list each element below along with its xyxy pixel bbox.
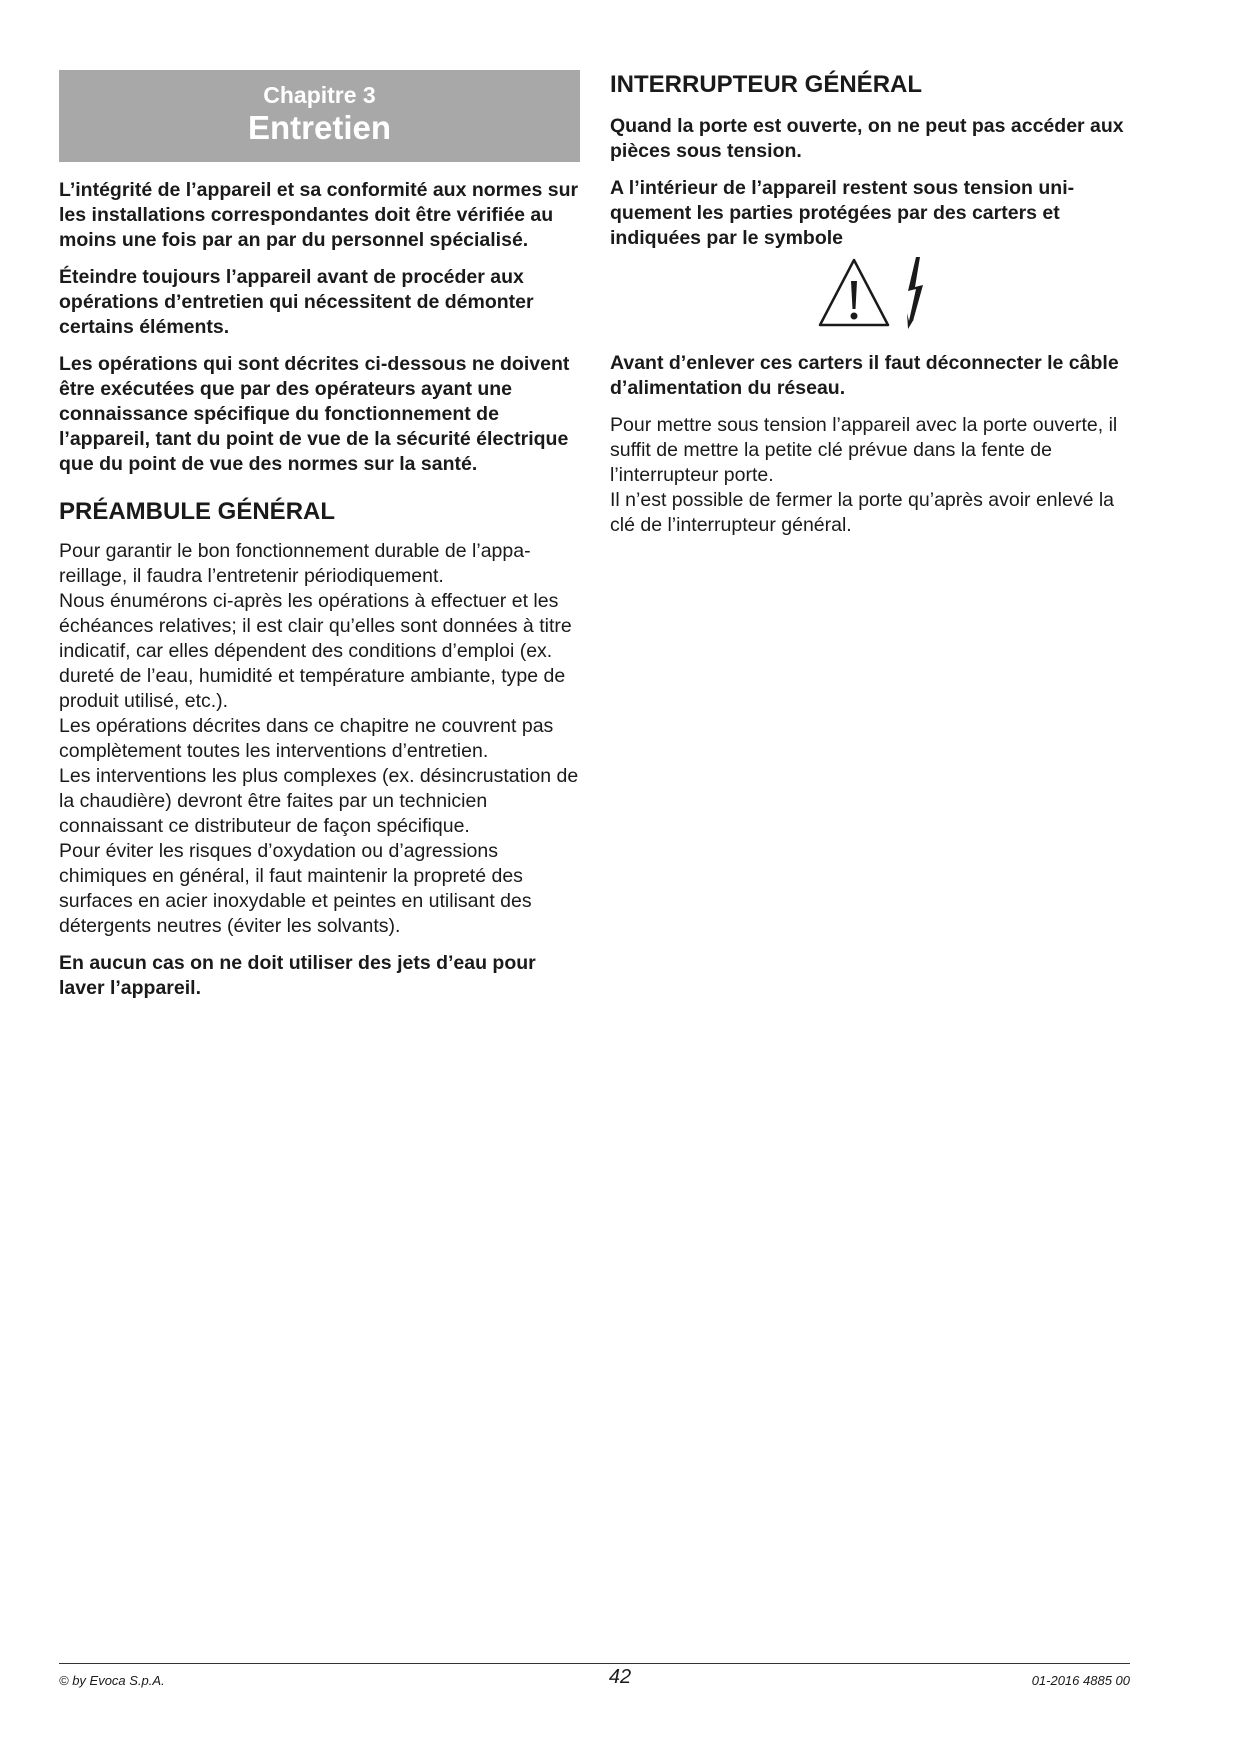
preambule-paragraph-3: Les opérations décrites dans ce chapitre ne couvrent pas complètement toutes les interventions d’entretien. bbox=[59, 715, 554, 762]
door-key-paragraph: Pour mettre sous tension l’appareil avec la porte ouverte, il suffit de mettre la petite clé prévue dans la fente de l’interrupteur porte. bbox=[610, 414, 1118, 486]
section-heading-interrupteur: INTERRUPTEUR GÉNÉRAL bbox=[610, 71, 923, 98]
page-number: 42 bbox=[608, 1666, 632, 1688]
preambule-paragraph-5: Pour éviter les risques d’oxydation ou d’agressions chimiques en général, il faut maintenir la propreté des surfaces en acier inoxydable et peintes en utilisant des détergents neutres (éviter les solvants). bbox=[59, 840, 532, 937]
intro-paragraph-2: Éteindre toujours l’appareil avant de procéder aux opérations d’entretien qui nécessitent de démonter certains éléments. bbox=[59, 266, 534, 338]
footer-doc-code: 01-2016 4885 00 bbox=[1031, 1673, 1130, 1688]
live-parts-paragraph: A l’intérieur de l’appareil restent sous tension uniquement les parties protégées par des carters et indiquées par le symbole bbox=[610, 177, 1075, 249]
intro-paragraph-1: L’intégrité de l’appareil et sa conformité aux normes sur les installations correspondantes doit être vérifiée au moins une fois par an par du personnel spécialisé. bbox=[59, 179, 579, 251]
intro-paragraph-3: Les opérations qui sont décrites ci-dessous ne doivent être exécutées que par des opérateurs ayant une connaissance spécifique du fonctionnement de l’appareil, tant du point de vue de la sécurité électrique que du point de vue des normes sur la santé. bbox=[59, 353, 570, 475]
preambule-paragraph-1: Pour garantir le bon fonctionnement durable de l’appareillage, il faudra l’entretenir périodiquement. bbox=[59, 540, 531, 587]
close-door-paragraph: Il n’est possible de fermer la porte qu’après avoir enlevé la clé de l’interrupteur général. bbox=[610, 489, 1115, 536]
lightning-bolt-icon bbox=[907, 257, 923, 329]
water-jet-warning: En aucun cas on ne doit utiliser des jets d’eau pour laver l’appareil. bbox=[59, 952, 536, 999]
footer-copyright: © by Evoca S.p.A. bbox=[59, 1673, 165, 1688]
left-column bbox=[59, 70, 580, 1013]
right-column bbox=[610, 70, 1130, 538]
chapter-title: Entretien bbox=[247, 109, 392, 146]
hazard-symbols bbox=[610, 255, 1130, 335]
footer-divider bbox=[59, 1663, 1130, 1664]
section-heading-preambule: PRÉAMBULE GÉNÉRAL bbox=[59, 498, 336, 525]
preambule-paragraph-4: Les interventions les plus complexes (ex. désincrustation de la chaudière) devront être faites par un technicien connaissant ce distributeur de façon spécifique. bbox=[59, 765, 579, 837]
chapter-header bbox=[59, 70, 580, 162]
door-open-paragraph: Quand la porte est ouverte, on ne peut pas accéder aux pièces sous tension. bbox=[610, 115, 1124, 162]
preambule-paragraph-2: Nous énumérons ci-après les opérations à effectuer et les échéances relatives; il est clair qu’elles sont données à titre indicatif, car elles dépendent des conditions d’emploi (ex. dureté de l’eau, humidité et température ambiante, type de produit utilisé, etc.). bbox=[59, 590, 572, 712]
warning-triangle-icon bbox=[820, 260, 888, 325]
chapter-number: Chapitre 3 bbox=[263, 82, 376, 108]
disconnect-cable-paragraph: Avant d’enlever ces carters il faut déconnecter le câble d’alimentation du réseau. bbox=[610, 352, 1119, 399]
